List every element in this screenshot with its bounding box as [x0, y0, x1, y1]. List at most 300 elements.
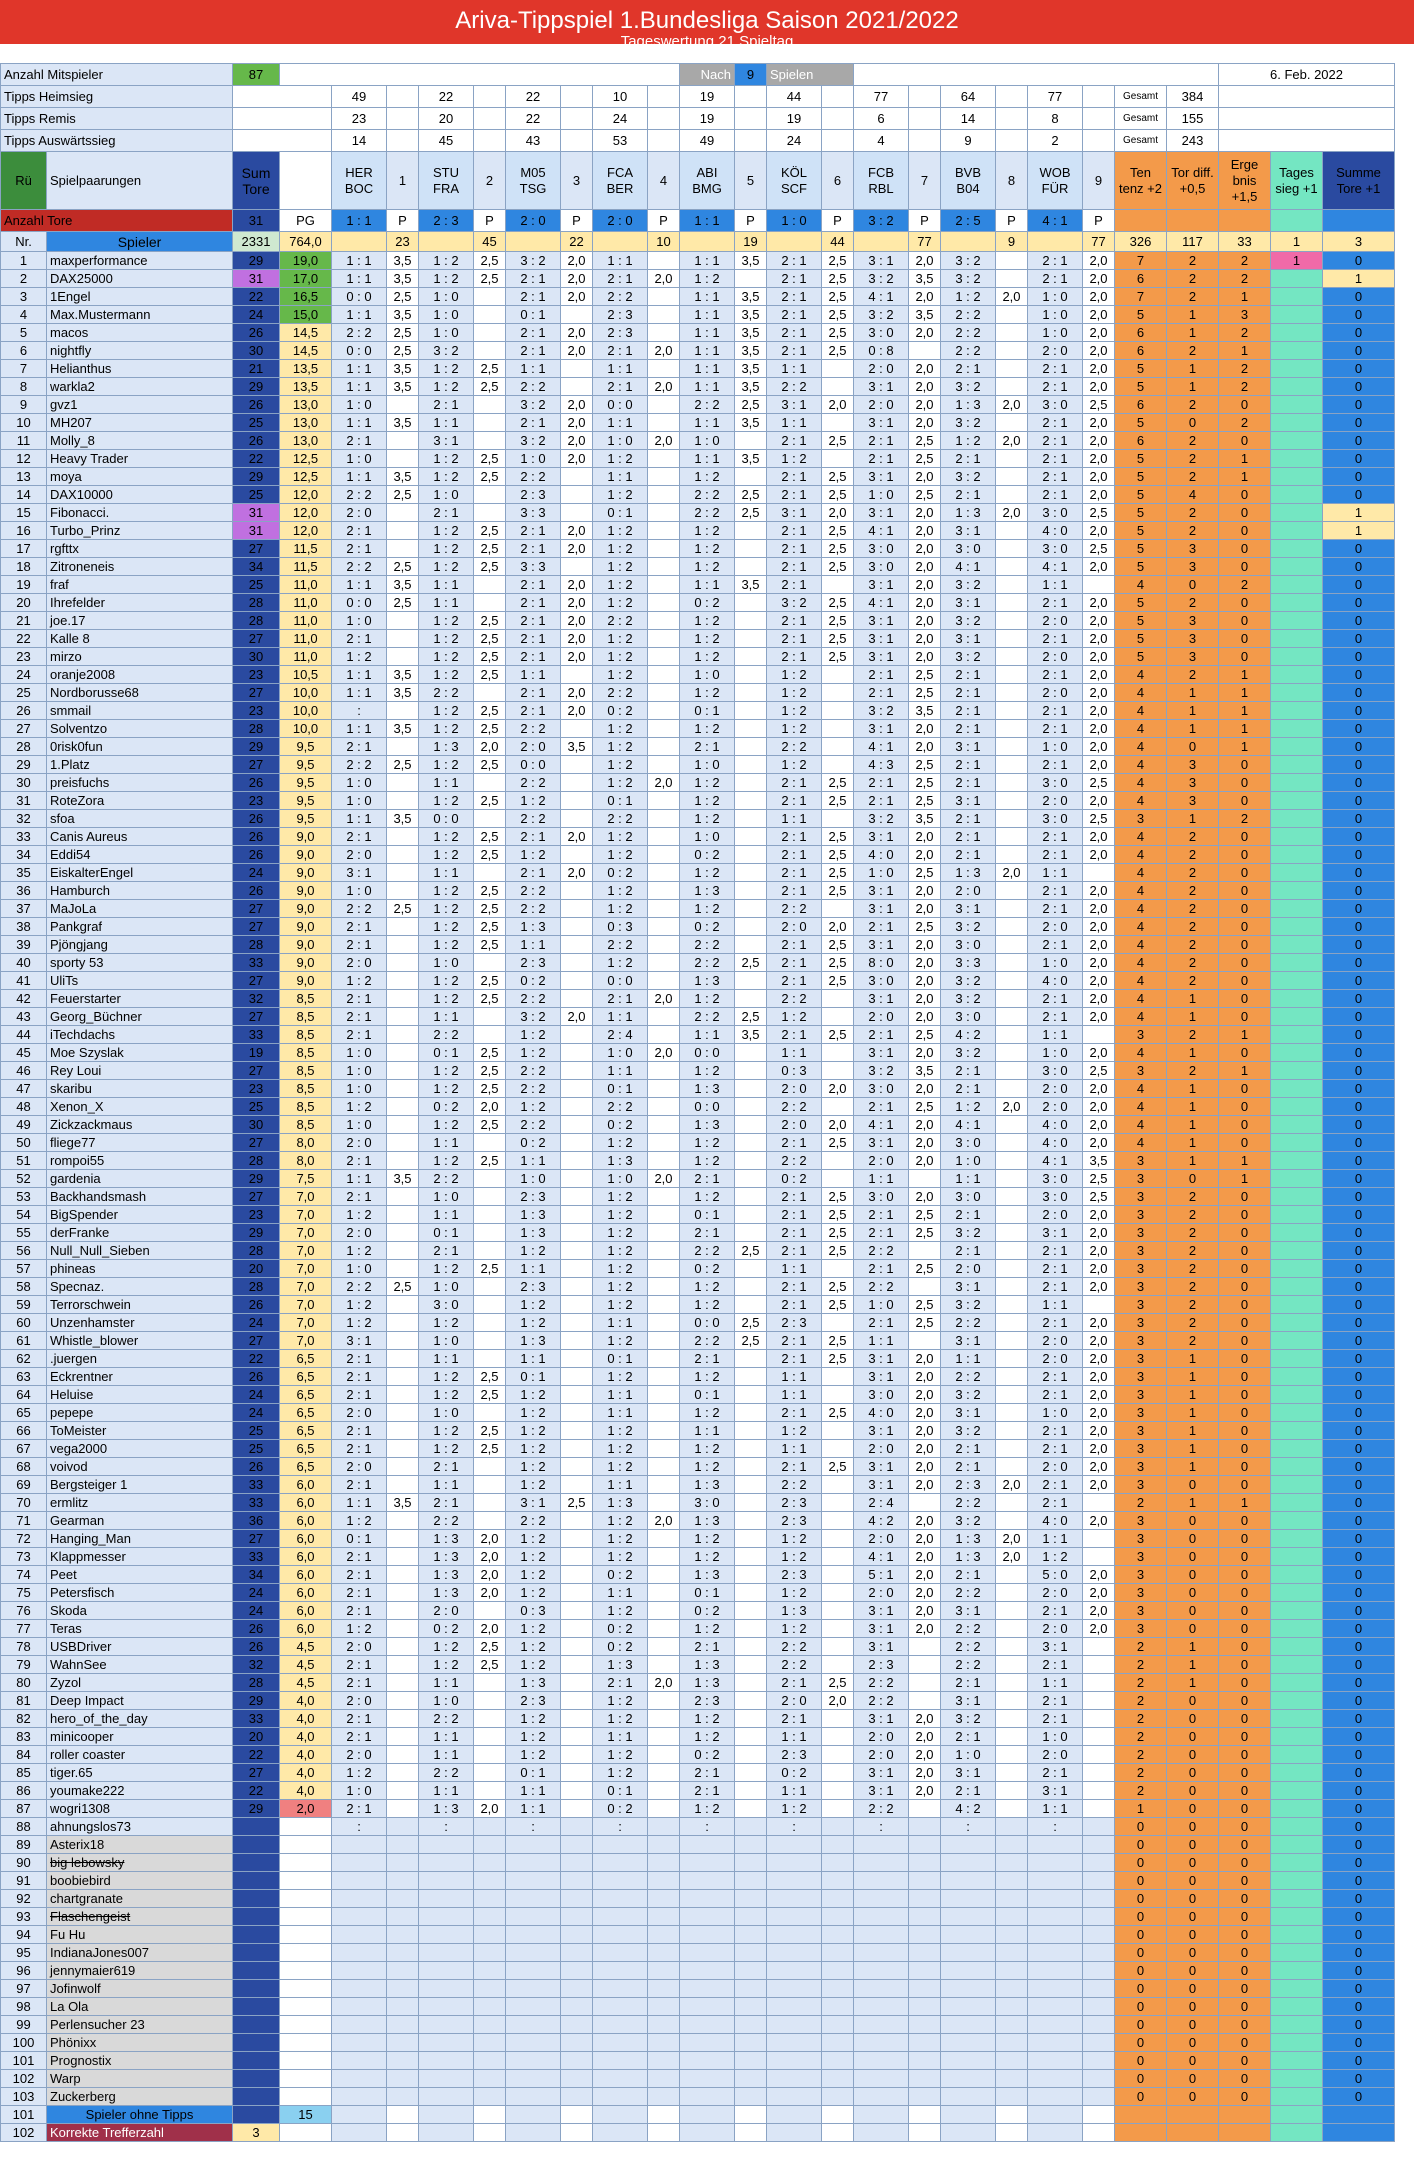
player-tip: 1 : 1	[767, 810, 822, 828]
player-pg: 10,5	[280, 666, 332, 684]
player-tip-points: 2,5	[822, 936, 854, 954]
player-tip-points	[648, 1944, 680, 1962]
player-tip-points: 2,0	[1083, 792, 1115, 810]
player-tordiff: 2	[1167, 396, 1219, 414]
player-tip	[332, 2070, 387, 2088]
player-tip: 1 : 2	[593, 1764, 648, 1782]
player-summe-tore: 1	[1323, 522, 1395, 540]
player-summe-tore: 0	[1323, 1458, 1395, 1476]
player-tagessieg	[1271, 1224, 1323, 1242]
player-summe-tore: 0	[1323, 414, 1395, 432]
player-tip: 1 : 2	[419, 540, 474, 558]
player-tip-points	[387, 1764, 419, 1782]
player-tip: 1 : 2	[767, 702, 822, 720]
player-name: ermlitz	[47, 1494, 233, 1512]
player-tip-points	[735, 792, 767, 810]
player-tip: 2 : 1	[767, 1332, 822, 1350]
player-tip: 1 : 2	[506, 1530, 561, 1548]
player-tip-points: 2,0	[822, 396, 854, 414]
player-tip: 1 : 2	[593, 1224, 648, 1242]
player-ergebnis: 0	[1219, 1800, 1271, 1818]
player-pg: 6,5	[280, 1458, 332, 1476]
player-tip-points: 2,5	[909, 684, 941, 702]
player-tip: 2 : 1	[767, 1134, 822, 1152]
table-row	[1, 1062, 1395, 1080]
player-tip: 4 : 0	[1028, 1512, 1083, 1530]
player-tip: 1 : 2	[332, 1206, 387, 1224]
player-name: Fibonacci.	[47, 504, 233, 522]
player-tip-points	[648, 396, 680, 414]
player-pg: 8,5	[280, 1044, 332, 1062]
player-summe-tore: 0	[1323, 864, 1395, 882]
player-tagessieg	[1271, 1836, 1323, 1854]
player-tip-points: 2,0	[1083, 1098, 1115, 1116]
player-tendenz: 0	[1115, 1908, 1167, 1926]
player-tip-points: 2,0	[1083, 360, 1115, 378]
player-tip-points: 2,0	[1083, 1332, 1115, 1350]
player-nr: 21	[1, 612, 47, 630]
player-tip-points	[387, 1926, 419, 1944]
player-sum-tore: 26	[233, 882, 280, 900]
player-tip-points	[996, 522, 1028, 540]
player-sum-tore	[233, 1944, 280, 1962]
player-tip-points	[996, 702, 1028, 720]
player-tordiff: 2	[1167, 1026, 1219, 1044]
player-tip	[767, 1890, 822, 1908]
player-tip-points	[387, 1872, 419, 1890]
player-tip: 1 : 0	[419, 306, 474, 324]
spacer	[1167, 2124, 1219, 2142]
player-tip-points: 2,0	[909, 1350, 941, 1368]
player-name: Phönixx	[47, 2034, 233, 2052]
player-ergebnis: 0	[1219, 1962, 1271, 1980]
player-tip: 0 : 1	[680, 1386, 735, 1404]
player-tip: 3 : 1	[854, 252, 909, 270]
table-row	[1, 1098, 1395, 1116]
player-tagessieg	[1271, 1440, 1323, 1458]
player-tip: 1 : 0	[1028, 1404, 1083, 1422]
player-tip-points: 2,0	[561, 828, 593, 846]
player-ergebnis: 0	[1219, 1728, 1271, 1746]
player-tip: 2 : 1	[332, 1584, 387, 1602]
player-tip-points: 3,5	[387, 666, 419, 684]
player-tip-points: 2,0	[1083, 882, 1115, 900]
p-label: P	[387, 210, 419, 232]
player-summe-tore: 0	[1323, 1332, 1395, 1350]
player-name: sfoa	[47, 810, 233, 828]
player-tagessieg	[1271, 1962, 1323, 1980]
player-tip: 2 : 2	[593, 288, 648, 306]
player-tip: 2 : 0	[332, 1692, 387, 1710]
player-tip: 2 : 1	[767, 1674, 822, 1692]
table-row	[1, 1620, 1395, 1638]
table-row	[1, 2088, 1395, 2106]
spacer	[1271, 2106, 1323, 2124]
player-tip: 2 : 1	[1028, 1386, 1083, 1404]
player-tordiff: 1	[1167, 1674, 1219, 1692]
player-tip: 1 : 2	[593, 1602, 648, 1620]
player-ergebnis: 2	[1219, 378, 1271, 396]
player-tip-points	[735, 1890, 767, 1908]
player-tip: 1 : 3	[419, 1530, 474, 1548]
player-tip-points	[561, 2034, 593, 2052]
player-tip: 2 : 1	[854, 684, 909, 702]
player-tip: 1 : 0	[332, 1260, 387, 1278]
spacer	[474, 108, 506, 130]
player-summe-tore: 0	[1323, 252, 1395, 270]
tagessieg-header: Tages sieg +1	[1271, 152, 1323, 210]
player-nr: 81	[1, 1692, 47, 1710]
tipps_heimsieg-label: Tipps Heimsieg	[1, 86, 233, 108]
player-tip-points	[996, 648, 1028, 666]
spacer	[909, 86, 941, 108]
player-tip: 3 : 1	[419, 432, 474, 450]
player-tip: 1 : 2	[419, 270, 474, 288]
player-tip: 1 : 2	[419, 252, 474, 270]
player-pg: 6,0	[280, 1548, 332, 1566]
player-tip: 3 : 1	[941, 1404, 996, 1422]
player-tip-points	[561, 2016, 593, 2034]
player-tip: 1 : 1	[506, 1152, 561, 1170]
player-tip-points	[822, 1854, 854, 1872]
player-tendenz: 4	[1115, 1098, 1167, 1116]
player-tip-points: 2,0	[996, 432, 1028, 450]
player-tip-points: 2,5	[1083, 1188, 1115, 1206]
player-tip: 1 : 2	[419, 450, 474, 468]
player-tip-points	[648, 1800, 680, 1818]
player-tip: 1 : 2	[767, 1620, 822, 1638]
player-tip-points	[996, 486, 1028, 504]
spacer	[648, 2124, 680, 2142]
player-sum-tore: 26	[233, 324, 280, 342]
player-tip-points: 3,5	[387, 306, 419, 324]
player-tip-points: 2,5	[909, 792, 941, 810]
player-sum-tore: 27	[233, 1764, 280, 1782]
table-row	[1, 1080, 1395, 1098]
player-tip-points	[909, 1332, 941, 1350]
player-tip	[593, 1872, 648, 1890]
player-tip-points	[996, 1980, 1028, 1998]
player-tip	[680, 1944, 735, 1962]
player-nr: 6	[1, 342, 47, 360]
spacer	[822, 2124, 854, 2142]
player-name: Petersfisch	[47, 1584, 233, 1602]
player-tip: 1 : 2	[593, 486, 648, 504]
player-tip: 0 : 0	[593, 972, 648, 990]
player-tordiff: 2	[1167, 918, 1219, 936]
player-tip: 1 : 1	[593, 252, 648, 270]
player-nr: 95	[1, 1944, 47, 1962]
player-tip: 3 : 0	[854, 558, 909, 576]
player-tip-points: 2,0	[648, 342, 680, 360]
player-tip: 1 : 2	[419, 666, 474, 684]
player-tip: 3 : 2	[419, 342, 474, 360]
player-nr: 19	[1, 576, 47, 594]
player-sum-tore: 26	[233, 396, 280, 414]
player-name: oranje2008	[47, 666, 233, 684]
player-pg: 13,5	[280, 378, 332, 396]
player-nr: 83	[1, 1728, 47, 1746]
player-tip-points: 2,5	[909, 1260, 941, 1278]
player-tip: 3 : 2	[941, 918, 996, 936]
player-tip-points	[387, 972, 419, 990]
player-tendenz: 4	[1115, 900, 1167, 918]
player-tip: 2 : 1	[1028, 1242, 1083, 1260]
player-tip	[1028, 1908, 1083, 1926]
player-tip-points: 2,0	[561, 414, 593, 432]
player-tip: 1 : 2	[593, 558, 648, 576]
game-points: 44	[822, 232, 854, 252]
player-tip: 2 : 1	[506, 576, 561, 594]
player-name: Rey Loui	[47, 1062, 233, 1080]
p-label: P	[909, 210, 941, 232]
player-tip-points	[474, 1710, 506, 1728]
player-tip-points	[474, 1746, 506, 1764]
player-tendenz: 6	[1115, 396, 1167, 414]
player-ergebnis: 2	[1219, 252, 1271, 270]
player-tip-points: 2,0	[909, 1440, 941, 1458]
player-tip: 1 : 0	[1028, 306, 1083, 324]
player-tip: 2 : 1	[941, 846, 996, 864]
player-name: Hamburch	[47, 882, 233, 900]
player-tordiff: 2	[1167, 1332, 1219, 1350]
player-tip-points: 2,5	[822, 1206, 854, 1224]
player-tip-points	[387, 2016, 419, 2034]
player-tip-points	[1083, 1764, 1115, 1782]
player-tip: 2 : 0	[767, 1080, 822, 1098]
player-summe-tore: 0	[1323, 1368, 1395, 1386]
player-tordiff: 1	[1167, 1638, 1219, 1656]
player-tip-points: 2,5	[1083, 1062, 1115, 1080]
player-pg: 17,0	[280, 270, 332, 288]
player-tip: 5 : 0	[1028, 1566, 1083, 1584]
player-tip: 3 : 1	[941, 1692, 996, 1710]
tipp-count: 49	[680, 130, 735, 152]
player-tip: 1 : 2	[680, 720, 735, 738]
player-tordiff: 2	[1167, 1224, 1219, 1242]
player-tordiff: 0	[1167, 2088, 1219, 2106]
player-summe-tore: 0	[1323, 1188, 1395, 1206]
spacer	[506, 2124, 561, 2142]
player-tip-points: 2,0	[909, 1422, 941, 1440]
player-tendenz: 6	[1115, 324, 1167, 342]
player-tip-points	[996, 324, 1028, 342]
player-tip-points: 2,0	[474, 1584, 506, 1602]
player-summe-tore: 0	[1323, 1890, 1395, 1908]
player-ergebnis: 0	[1219, 1386, 1271, 1404]
player-tip-points	[996, 1422, 1028, 1440]
player-tordiff: 0	[1167, 1728, 1219, 1746]
player-tip	[1028, 2034, 1083, 2052]
spacer	[1219, 2124, 1271, 2142]
player-ergebnis: 0	[1219, 2070, 1271, 2088]
player-tip-points	[735, 1674, 767, 1692]
player-tip: 1 : 2	[593, 954, 648, 972]
player-tip-points: 3,5	[909, 702, 941, 720]
player-tip: 1 : 2	[593, 1260, 648, 1278]
player-tip: 1 : 1	[680, 1026, 735, 1044]
player-tip-points	[996, 1800, 1028, 1818]
player-pg: 9,0	[280, 828, 332, 846]
player-tagessieg	[1271, 306, 1323, 324]
spacer	[767, 2124, 822, 2142]
player-tip: 0 : 2	[506, 1134, 561, 1152]
player-tip: 4 : 0	[854, 846, 909, 864]
player-pg: 6,0	[280, 1620, 332, 1638]
player-tip-points	[1083, 1548, 1115, 1566]
player-nr: 101	[1, 2052, 47, 2070]
player-sum-tore: 27	[233, 1134, 280, 1152]
player-tip	[332, 1980, 387, 1998]
player-tordiff: 0	[1167, 1908, 1219, 1926]
player-tip-points	[996, 666, 1028, 684]
player-tip-points: 2,5	[822, 486, 854, 504]
player-tip-points: 2,0	[909, 378, 941, 396]
player-sum-tore: 32	[233, 990, 280, 1008]
player-tip: 2 : 2	[941, 1314, 996, 1332]
player-tip-points: 2,0	[1083, 1476, 1115, 1494]
player-tip-points	[648, 1206, 680, 1224]
player-tip: 1 : 2	[767, 1422, 822, 1440]
player-tip: 2 : 1	[941, 810, 996, 828]
player-sum-tore: 22	[233, 288, 280, 306]
player-nr: 1	[1, 252, 47, 270]
player-tip: 1 : 1	[593, 1584, 648, 1602]
player-tip: 2 : 1	[1028, 252, 1083, 270]
player-tendenz: 4	[1115, 1080, 1167, 1098]
player-nr: 2	[1, 270, 47, 288]
player-tip-points	[561, 1116, 593, 1134]
player-tip: 2 : 1	[1028, 1710, 1083, 1728]
player-tip-points	[735, 468, 767, 486]
player-tagessieg	[1271, 1350, 1323, 1368]
player-tordiff: 0	[1167, 1170, 1219, 1188]
player-tagessieg	[1271, 648, 1323, 666]
player-summe-tore: 0	[1323, 990, 1395, 1008]
player-tendenz: 4	[1115, 846, 1167, 864]
player-tip-points	[474, 1764, 506, 1782]
player-tip	[593, 1962, 648, 1980]
player-ergebnis: 0	[1219, 918, 1271, 936]
player-tip: 3 : 2	[941, 612, 996, 630]
player-tip: 2 : 1	[332, 1152, 387, 1170]
player-tendenz: 3	[1115, 1278, 1167, 1296]
player-tip: 2 : 1	[332, 936, 387, 954]
ohne-tipps-value: 15	[280, 2106, 332, 2124]
tipp-count: 9	[941, 130, 996, 152]
player-tip-points: 2,0	[909, 900, 941, 918]
player-tip: 2 : 1	[854, 1260, 909, 1278]
player-tip-points	[1083, 1782, 1115, 1800]
player-tip: 0 : 1	[593, 1350, 648, 1368]
player-sum-tore: 36	[233, 1512, 280, 1530]
player-tip-points	[561, 972, 593, 990]
player-tip: 1 : 1	[593, 414, 648, 432]
player-name: Hanging_Man	[47, 1530, 233, 1548]
player-tip-points	[735, 810, 767, 828]
player-tip: 2 : 1	[1028, 1656, 1083, 1674]
player-tip-points	[909, 1926, 941, 1944]
player-nr: 31	[1, 792, 47, 810]
tipp-count: 43	[506, 130, 561, 152]
table-row	[1, 1656, 1395, 1674]
player-tip: 2 : 1	[332, 738, 387, 756]
player-tip-points	[996, 1818, 1028, 1836]
player-tordiff: 2	[1167, 1278, 1219, 1296]
player-sum-tore: 28	[233, 594, 280, 612]
player-tip	[1028, 1854, 1083, 1872]
player-tip-points	[648, 1476, 680, 1494]
player-tip: 1 : 0	[593, 1170, 648, 1188]
player-tip-points	[822, 1764, 854, 1782]
player-tip-points: 3,5	[387, 576, 419, 594]
player-tip: 3 : 1	[941, 738, 996, 756]
player-pg: 9,5	[280, 792, 332, 810]
player-tagessieg	[1271, 2016, 1323, 2034]
player-tip: 2 : 0	[1028, 1458, 1083, 1476]
player-tip-points	[909, 1890, 941, 1908]
player-pg: 8,5	[280, 990, 332, 1008]
player-sum-tore: 29	[233, 738, 280, 756]
player-tordiff: 2	[1167, 846, 1219, 864]
player-tip: 2 : 1	[767, 1458, 822, 1476]
player-tip-points: 2,0	[1083, 486, 1115, 504]
player-tip: 3 : 2	[941, 576, 996, 594]
player-name: Bergsteiger 1	[47, 1476, 233, 1494]
player-tendenz: 4	[1115, 756, 1167, 774]
player-tip-points: 2,0	[648, 1674, 680, 1692]
player-summe-tore: 0	[1323, 1098, 1395, 1116]
player-tip: 1 : 1	[767, 1386, 822, 1404]
player-tagessieg	[1271, 1584, 1323, 1602]
player-ergebnis: 0	[1219, 1656, 1271, 1674]
player-tip: 2 : 1	[506, 522, 561, 540]
player-tagessieg	[1271, 1080, 1323, 1098]
player-tagessieg	[1271, 1710, 1323, 1728]
player-tip-points	[996, 1926, 1028, 1944]
player-tip-points	[996, 1332, 1028, 1350]
player-tip: 2 : 1	[767, 1350, 822, 1368]
player-tip-points: 2,0	[561, 450, 593, 468]
player-pg: 12,5	[280, 468, 332, 486]
player-tip: 2 : 1	[941, 1206, 996, 1224]
player-summe-tore: 0	[1323, 1836, 1395, 1854]
player-tip: 2 : 1	[941, 666, 996, 684]
player-summe-tore: 0	[1323, 1422, 1395, 1440]
player-ergebnis: 1	[1219, 1152, 1271, 1170]
player-tip-points	[387, 828, 419, 846]
player-tip-points: 2,0	[561, 324, 593, 342]
player-tagessieg	[1271, 432, 1323, 450]
player-tip: 1 : 3	[419, 1566, 474, 1584]
player-tip: 1 : 1	[593, 1404, 648, 1422]
player-tip: 2 : 3	[680, 1692, 735, 1710]
player-tip: 1 : 2	[506, 1746, 561, 1764]
player-tip-points	[1083, 1800, 1115, 1818]
player-tip: 1 : 2	[419, 1440, 474, 1458]
player-tip: 2 : 2	[941, 1584, 996, 1602]
player-tip: 3 : 2	[854, 1062, 909, 1080]
player-tip: 2 : 1	[1028, 450, 1083, 468]
player-name: La Ola	[47, 1998, 233, 2016]
player-tip-points	[822, 2088, 854, 2106]
player-tip-points: 2,5	[474, 846, 506, 864]
player-tip: 1 : 1	[593, 1476, 648, 1494]
player-tip: 1 : 3	[419, 1800, 474, 1818]
player-tip	[419, 2070, 474, 2088]
player-tip-points	[648, 576, 680, 594]
player-tip-points	[387, 1710, 419, 1728]
